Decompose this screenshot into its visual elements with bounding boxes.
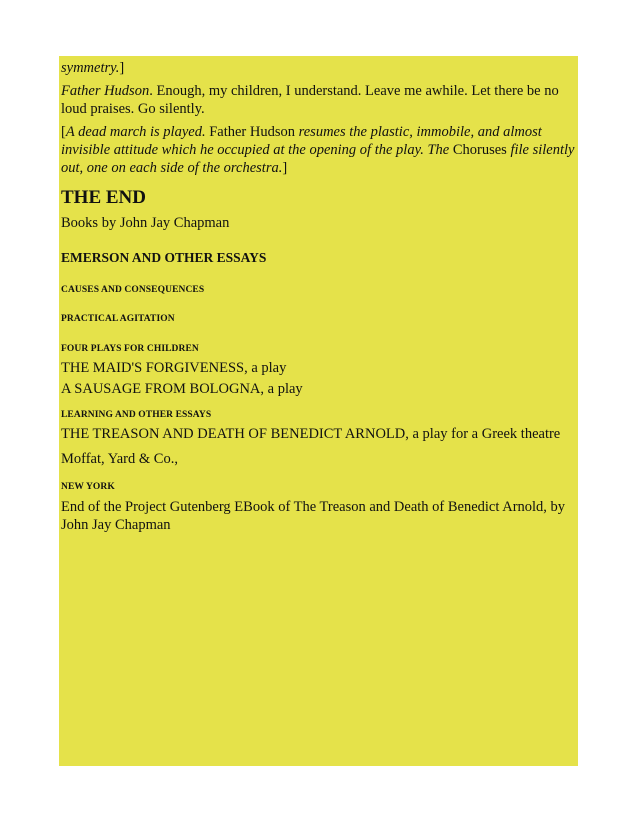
stage-direction-italic-3: file silently out, one on each side of the orchestra. [61,142,575,176]
book-title-learning: LEARNING AND OTHER ESSAYS [61,410,212,420]
gutenberg-footer: End of the Project Gutenberg EBook of The Treason and Death of Benedict Arnold, by John Jay Chapman [61,499,566,533]
publisher-line: Moffat, Yard & Co., [61,451,178,467]
book-title-emerson: EMERSON AND OTHER ESSAYS [61,250,267,265]
stage-direction-name-1: Father Hudson [205,124,299,140]
speaker-name: Father Hudson [61,83,150,99]
the-end-heading: THE END [61,187,146,208]
book-title-practical: PRACTICAL AGITATION [61,314,175,324]
book-title-four-plays: FOUR PLAYS FOR CHILDREN [61,344,199,354]
stage-direction-italic-1: A dead march is played. [65,124,206,140]
bracket-close-2: ] [282,160,288,176]
book-title-causes: CAUSES AND CONSEQUENCES [61,285,205,295]
father-hudson-speech [61,82,576,118]
stage-direction-name-2: Choruses [449,142,511,158]
speech-text: . Enough, my children, I understand. Leave me awhile. Let there be no loud praises. Go silently. [61,83,559,117]
bracket-open: [ [61,124,66,140]
stage-direction [61,123,576,177]
books-by-line: Books by John Jay Chapman [61,215,230,231]
book-title-treason: THE TREASON AND DEATH OF BENEDICT ARNOLD, a play for a Greek theatre [61,426,561,442]
continued-line [61,59,576,77]
publisher-city: NEW YORK [61,482,115,492]
stage-direction-italic-2: resumes the plastic, immobile, and almost invisible attitude which he occupied at the opening of the play. The [61,124,542,158]
symmetry-text: symmetry. [61,60,120,76]
book-title-sausage: A SAUSAGE FROM BOLOGNA, a play [61,381,303,397]
bracket-close: ] [119,60,125,76]
book-title-maid: THE MAID'S FORGIVENESS, a play [61,360,287,376]
document-page [59,56,578,766]
